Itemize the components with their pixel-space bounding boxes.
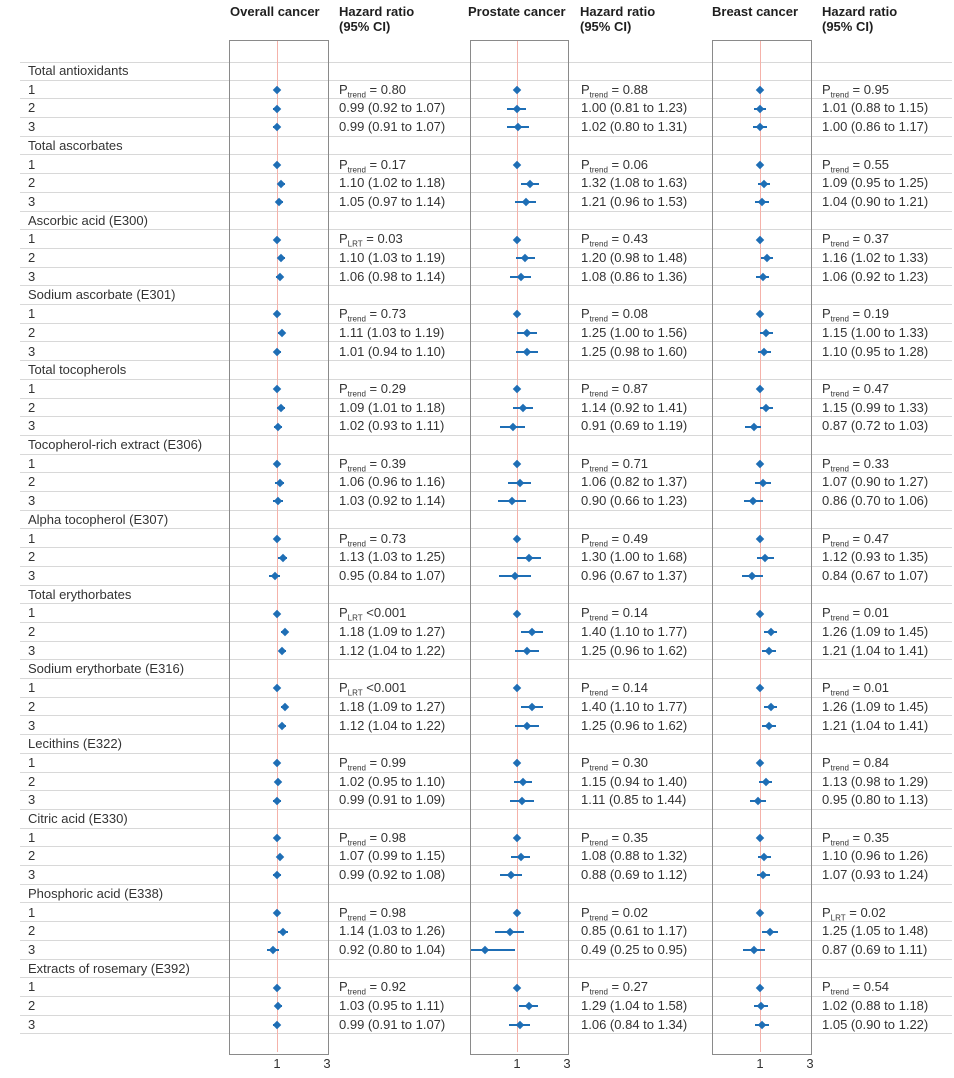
p-value-text: $P_{trend} = 0.71$ — [581, 455, 649, 474]
p-value-text: $P_{trend} = 0.27$ — [581, 979, 649, 997]
tertile-label: 3 — [28, 567, 36, 583]
hr-ci-text: 0.99 (0.92 to 1.08) — [339, 867, 446, 883]
hr-ci-text: 1.15 (0.99 to 1.33) — [822, 399, 929, 415]
hr-ci-text: 0.99 (0.92 to 1.07) — [339, 100, 446, 116]
hr-ci-text: 1.11 (0.85 to 1.44) — [581, 792, 687, 808]
hr-ci-text: 1.08 (0.88 to 1.32) — [581, 848, 688, 864]
p-value-text: $P_{trend} = 0.19$ — [822, 306, 890, 324]
p-value-text: $P_{trend} = 0.35$ — [581, 829, 649, 848]
tertile-label: 2 — [28, 324, 36, 340]
hr-ci-text: 1.05 (0.90 to 1.22) — [822, 1016, 929, 1032]
hr-ci-text: 1.07 (0.90 to 1.27) — [822, 474, 929, 490]
plot-frame — [229, 40, 329, 1055]
tertile-label: 1 — [28, 904, 36, 920]
tertile-label: 1 — [28, 156, 36, 172]
hr-ci-text: 1.09 (1.01 to 1.18) — [339, 399, 446, 415]
tertile-label: 2 — [28, 698, 36, 714]
tertile-label: 1 — [28, 530, 36, 546]
group-label: Total tocopherols — [28, 362, 127, 378]
group-label: Total erythorbates — [28, 586, 132, 602]
tertile-label: 3 — [28, 867, 36, 883]
p-value-text: $P_{LRT} <0.001$ — [339, 605, 407, 623]
p-value-text: $P_{LRT} = 0.03$ — [339, 231, 403, 249]
p-value-text: $P_{trend} = 0.17$ — [339, 156, 407, 175]
hr-ci-text: 1.13 (0.98 to 1.29) — [822, 773, 929, 789]
hr-ci-text: 1.32 (1.08 to 1.63) — [581, 175, 688, 191]
x-tick-label: 1 — [273, 1056, 281, 1071]
column-header-hazard-ratio-overall — [339, 4, 414, 34]
hr-ci-text: 1.12 (1.04 to 1.22) — [339, 642, 446, 658]
tertile-label: 2 — [28, 100, 36, 116]
hr-ci-text: 1.26 (1.09 to 1.45) — [822, 698, 929, 714]
hr-ci-text: 1.07 (0.99 to 1.15) — [339, 848, 446, 864]
p-value-text: $P_{trend} = 0.14$ — [581, 605, 649, 623]
hr-ci-text: 1.18 (1.09 to 1.27) — [339, 698, 446, 714]
group-label: Alpha tocopherol (E307) — [28, 511, 169, 527]
hr-ci-text: 0.86 (0.70 to 1.06) — [822, 493, 929, 509]
x-tick-label: 3 — [323, 1056, 331, 1071]
hr-ci-text: 1.08 (0.86 to 1.36) — [581, 268, 688, 284]
p-value-text: $P_{trend} = 0.73$ — [339, 530, 407, 549]
hr-ci-text: 1.03 (0.92 to 1.14) — [339, 493, 446, 509]
tertile-label: 3 — [28, 717, 36, 733]
tertile-label: 1 — [28, 680, 36, 696]
hr-ci-text: 1.06 (0.92 to 1.23) — [822, 268, 929, 284]
hr-ci-text: 1.10 (1.03 to 1.19) — [339, 250, 446, 265]
tertile-label: 2 — [28, 474, 36, 490]
tertile-label: 1 — [28, 231, 36, 247]
x-tick-label: 1 — [756, 1056, 764, 1071]
hr-ci-text: 1.21 (0.96 to 1.53) — [581, 193, 688, 209]
hr-ci-text: 1.06 (0.84 to 1.34) — [581, 1016, 688, 1032]
hr-ci-text: 1.10 (0.96 to 1.26) — [822, 848, 929, 864]
hr-ci-text: 1.15 (0.94 to 1.40) — [581, 773, 688, 789]
hr-ci-text: 1.15 (1.00 to 1.33) — [822, 324, 929, 340]
p-value-text: $P_{trend} = 0.33$ — [822, 455, 890, 474]
hazard-ratio-header-line1: Hazard ratio — [339, 4, 415, 19]
group-label: Ascorbic acid (E300) — [28, 212, 148, 228]
ci-line — [471, 949, 515, 951]
hr-ci-text: 0.91 (0.69 to 1.19) — [581, 418, 688, 434]
tertile-label: 1 — [28, 380, 36, 396]
group-label: Extracts of rosemary (E392) — [28, 960, 190, 976]
hr-ci-text: 0.85 (0.61 to 1.17) — [581, 923, 688, 939]
hr-ci-text: 1.13 (1.03 to 1.25) — [339, 549, 446, 565]
tertile-label: 3 — [28, 268, 36, 284]
hr-ci-text: 1.12 (0.93 to 1.35) — [822, 549, 929, 565]
hr-ci-text: 0.49 (0.25 to 0.95) — [581, 941, 688, 957]
hr-ci-text: 0.99 (0.91 to 1.07) — [339, 119, 446, 135]
p-value-text: $P_{trend} = 0.06$ — [581, 156, 649, 175]
hr-ci-text: 1.07 (0.93 to 1.24) — [822, 867, 929, 883]
tertile-label: 2 — [28, 175, 36, 191]
p-value-text: $P_{trend} = 0.35$ — [822, 829, 890, 848]
tertile-label: 2 — [28, 848, 36, 864]
hr-ci-text: 0.88 (0.69 to 1.12) — [581, 867, 688, 883]
hr-ci-text: 1.25 (0.98 to 1.60) — [581, 343, 688, 359]
tertile-label: 2 — [28, 773, 36, 789]
hr-ci-text: 1.25 (1.00 to 1.56) — [581, 324, 688, 340]
p-value-text: $P_{trend} = 0.29$ — [339, 380, 407, 399]
hr-ci-text: 1.14 (1.03 to 1.26) — [339, 923, 446, 939]
hr-ci-text: 1.20 (0.98 to 1.48) — [581, 250, 688, 265]
group-label: Total antioxidants — [28, 63, 129, 78]
hazard-ratio-header-line1: Hazard ratio — [580, 4, 656, 19]
plot-frame — [470, 40, 569, 1055]
p-value-text: $P_{trend} = 0.54$ — [822, 979, 890, 997]
tertile-label: 3 — [28, 193, 36, 209]
column-header-hazard-ratio-prostate — [580, 4, 655, 34]
p-value-text: $P_{trend} = 0.47$ — [822, 530, 890, 549]
tertile-label: 3 — [28, 493, 36, 509]
p-value-text: $P_{trend} = 0.02$ — [581, 904, 649, 923]
reference-line — [760, 41, 761, 1052]
hr-ci-text: 0.99 (0.91 to 1.09) — [339, 792, 446, 808]
hr-ci-text: 1.21 (1.04 to 1.41) — [822, 717, 929, 733]
tertile-label: 3 — [28, 418, 36, 434]
p-value-text: $P_{trend} = 0.88$ — [581, 81, 649, 100]
column-header-prostate-cancer: Prostate cancer — [468, 4, 566, 19]
reference-line — [517, 41, 518, 1052]
p-value-text: $P_{trend} = 0.30$ — [581, 754, 649, 773]
group-label: Sodium erythorbate (E316) — [28, 661, 185, 677]
hr-ci-text: 1.04 (0.90 to 1.21) — [822, 193, 929, 209]
hr-ci-text: 1.11 (1.03 to 1.19) — [339, 324, 445, 340]
p-value-text: $P_{trend} = 0.99$ — [339, 754, 407, 773]
hr-ci-text: 1.00 (0.86 to 1.17) — [822, 119, 929, 135]
hr-ci-text: 1.00 (0.81 to 1.23) — [581, 100, 688, 116]
p-value-text: $P_{trend} = 0.01$ — [822, 680, 890, 698]
tertile-label: 1 — [28, 306, 36, 322]
hazard-ratio-header-line2: (95% CI) — [580, 19, 632, 34]
hr-ci-text: 0.95 (0.84 to 1.07) — [339, 567, 446, 583]
tertile-label: 3 — [28, 1016, 36, 1032]
hr-ci-text: 1.12 (1.04 to 1.22) — [339, 717, 446, 733]
hr-ci-text: 1.29 (1.04 to 1.58) — [581, 998, 688, 1013]
group-label: Tocopherol-rich extract (E306) — [28, 437, 203, 452]
hr-ci-text: 1.40 (1.10 to 1.77) — [581, 624, 688, 639]
tertile-label: 2 — [28, 624, 36, 639]
hr-ci-text: 1.09 (0.95 to 1.25) — [822, 175, 929, 191]
hr-ci-text: 1.26 (1.09 to 1.45) — [822, 624, 929, 639]
x-tick-label: 3 — [563, 1056, 571, 1071]
tertile-label: 2 — [28, 923, 36, 939]
hr-ci-text: 0.90 (0.66 to 1.23) — [581, 493, 688, 509]
hr-ci-text: 1.02 (0.88 to 1.18) — [822, 998, 929, 1013]
hr-ci-text: 0.96 (0.67 to 1.37) — [581, 567, 688, 583]
reference-line — [277, 41, 278, 1052]
tertile-label: 1 — [28, 605, 36, 621]
p-value-text: $P_{trend} = 0.80$ — [339, 81, 407, 100]
hr-ci-text: 1.02 (0.80 to 1.31) — [581, 119, 688, 135]
p-value-text: $P_{LRT} = 0.02$ — [822, 904, 886, 923]
tertile-label: 1 — [28, 829, 36, 845]
p-value-text: $P_{trend} = 0.39$ — [339, 455, 407, 474]
hr-ci-text: 1.25 (0.96 to 1.62) — [581, 642, 688, 658]
p-value-text: $P_{trend} = 0.55$ — [822, 156, 890, 175]
hr-ci-text: 1.02 (0.93 to 1.11) — [339, 418, 445, 434]
hr-ci-text: 1.06 (0.98 to 1.14) — [339, 268, 446, 284]
tertile-label: 3 — [28, 642, 36, 658]
p-value-text: $P_{trend} = 0.37$ — [822, 231, 890, 249]
tertile-label: 2 — [28, 250, 36, 265]
hr-ci-text: 1.30 (1.00 to 1.68) — [581, 549, 688, 565]
hr-ci-text: 1.05 (0.97 to 1.14) — [339, 193, 446, 209]
p-value-text: $P_{trend} = 0.43$ — [581, 231, 649, 249]
hr-ci-text: 1.21 (1.04 to 1.41) — [822, 642, 929, 658]
tertile-label: 3 — [28, 343, 36, 359]
tertile-label: 2 — [28, 399, 36, 415]
plot-frame — [712, 40, 812, 1055]
hr-ci-text: 1.02 (0.95 to 1.10) — [339, 773, 446, 789]
tertile-label: 3 — [28, 941, 36, 957]
tertile-label: 1 — [28, 754, 36, 770]
group-label: Sodium ascorbate (E301) — [28, 287, 176, 303]
x-tick-label: 1 — [513, 1056, 521, 1071]
p-value-text: $P_{trend} = 0.98$ — [339, 904, 407, 923]
hazard-ratio-header-line2: (95% CI) — [822, 19, 874, 34]
tertile-label: 2 — [28, 549, 36, 565]
p-value-text: $P_{trend} = 0.73$ — [339, 306, 407, 324]
hr-ci-text: 0.87 (0.72 to 1.03) — [822, 418, 929, 434]
hazard-ratio-header-line2: (95% CI) — [339, 19, 391, 34]
group-label: Citric acid (E330) — [28, 811, 128, 826]
hr-ci-text: 1.40 (1.10 to 1.77) — [581, 698, 688, 714]
p-value-text: $P_{trend} = 0.01$ — [822, 605, 890, 623]
p-value-text: $P_{trend} = 0.49$ — [581, 530, 649, 549]
p-value-text: $P_{trend} = 0.98$ — [339, 829, 407, 848]
p-value-text: $P_{LRT} <0.001$ — [339, 680, 407, 698]
hr-ci-text: 1.06 (0.96 to 1.16) — [339, 474, 446, 490]
hr-ci-text: 1.06 (0.82 to 1.37) — [581, 474, 688, 490]
hr-ci-text: 1.10 (0.95 to 1.28) — [822, 343, 929, 359]
hr-ci-text: 1.16 (1.02 to 1.33) — [822, 250, 929, 265]
hr-ci-text: 1.25 (1.05 to 1.48) — [822, 923, 929, 939]
hr-ci-text: 0.84 (0.67 to 1.07) — [822, 567, 929, 583]
p-value-text: $P_{trend} = 0.84$ — [822, 754, 890, 773]
x-tick-label: 3 — [806, 1056, 814, 1071]
hr-ci-text: 0.92 (0.80 to 1.04) — [339, 941, 446, 957]
tertile-label: 3 — [28, 792, 36, 808]
hr-ci-text: 1.01 (0.88 to 1.15) — [822, 100, 929, 116]
hr-ci-text: 1.03 (0.95 to 1.11) — [339, 998, 445, 1013]
p-value-text: $P_{trend} = 0.95$ — [822, 81, 890, 100]
group-label: Phosphoric acid (E338) — [28, 885, 164, 901]
tertile-label: 1 — [28, 81, 36, 97]
tertile-label: 3 — [28, 119, 36, 135]
p-value-text: $P_{trend} = 0.14$ — [581, 680, 649, 698]
hr-ci-text: 0.99 (0.91 to 1.07) — [339, 1016, 446, 1032]
hr-ci-text: 0.87 (0.69 to 1.11) — [822, 941, 928, 957]
tertile-label: 1 — [28, 455, 36, 471]
p-value-text: $P_{trend} = 0.92$ — [339, 979, 407, 997]
hr-ci-text: 1.18 (1.09 to 1.27) — [339, 624, 446, 639]
group-label: Total ascorbates — [28, 137, 123, 153]
hr-ci-text: 0.95 (0.80 to 1.13) — [822, 792, 929, 808]
p-value-text: $P_{trend} = 0.87$ — [581, 380, 649, 399]
tertile-label: 2 — [28, 998, 36, 1013]
hr-ci-text: 1.25 (0.96 to 1.62) — [581, 717, 688, 733]
column-header-breast-cancer: Breast cancer — [712, 4, 798, 19]
hazard-ratio-header-line1: Hazard ratio — [822, 4, 898, 19]
p-value-text: $P_{trend} = 0.08$ — [581, 306, 649, 324]
column-header-hazard-ratio-breast — [822, 4, 897, 34]
hr-ci-text: 1.10 (1.02 to 1.18) — [339, 175, 446, 191]
hr-ci-text: 1.01 (0.94 to 1.10) — [339, 343, 446, 359]
p-value-text: $P_{trend} = 0.47$ — [822, 380, 890, 399]
tertile-label: 1 — [28, 979, 36, 995]
group-label: Lecithins (E322) — [28, 736, 122, 752]
column-header-overall-cancer: Overall cancer — [230, 4, 320, 19]
hr-ci-text: 1.14 (0.92 to 1.41) — [581, 399, 688, 415]
